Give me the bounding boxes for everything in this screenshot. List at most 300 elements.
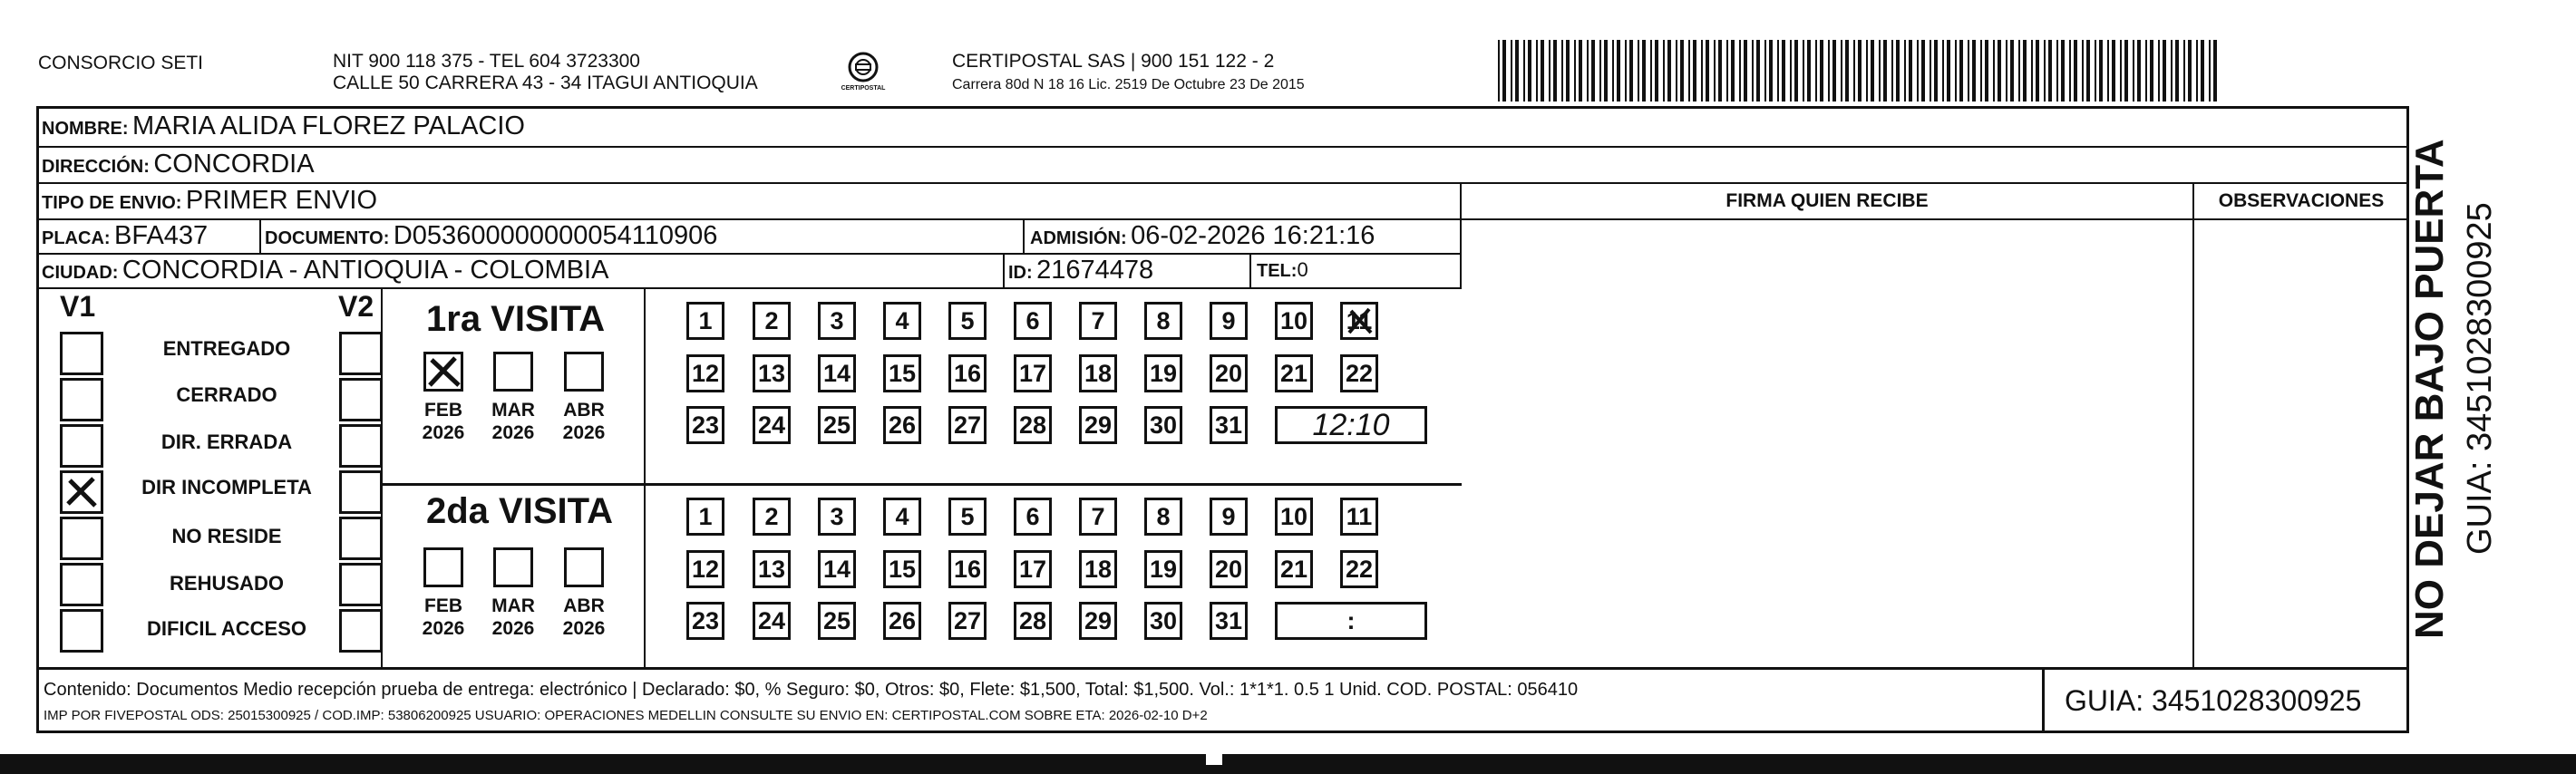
first-visit-time-box[interactable] bbox=[1275, 406, 1427, 444]
month-name: ABR bbox=[563, 595, 605, 616]
ciudad-value: CONCORDIA - ANTIOQUIA - COLOMBIA bbox=[122, 256, 609, 285]
barcode-bar bbox=[1549, 40, 1550, 102]
barcode-bar bbox=[1693, 40, 1696, 102]
second-visit-day-box[interactable] bbox=[686, 498, 724, 536]
firma-header-label: FIRMA QUIEN RECIBE bbox=[1725, 190, 1929, 211]
day-number: 29 bbox=[1084, 607, 1113, 634]
barcode-bar bbox=[1523, 40, 1525, 102]
day-number: 27 bbox=[953, 607, 982, 634]
barcode-bar bbox=[2175, 40, 2179, 102]
first-visit-day-box[interactable] bbox=[1210, 406, 1248, 444]
second-visit-day-box[interactable] bbox=[1210, 498, 1248, 536]
barcode-bar bbox=[2082, 40, 2084, 102]
barcode-bar bbox=[1896, 40, 1900, 102]
ciudad-label: CIUDAD: bbox=[42, 263, 119, 283]
second-visit-day-box[interactable] bbox=[1144, 550, 1182, 588]
day-number: 4 bbox=[895, 307, 909, 334]
day-number: 17 bbox=[1018, 360, 1047, 387]
status-v1-checkbox[interactable] bbox=[60, 378, 103, 421]
firma-header bbox=[1462, 184, 2194, 220]
day-number: 23 bbox=[691, 607, 720, 634]
month-name: FEB bbox=[424, 595, 462, 616]
day-number: 6 bbox=[1026, 307, 1040, 334]
status-v2-checkbox[interactable] bbox=[339, 424, 383, 468]
barcode-bar bbox=[1655, 40, 1658, 102]
status-label: REHUSADO bbox=[170, 572, 284, 595]
day-number: 30 bbox=[1149, 411, 1178, 439]
barcode-bar bbox=[2018, 40, 2020, 102]
day-number: 24 bbox=[757, 607, 786, 634]
first-visit-day-box[interactable] bbox=[948, 302, 987, 340]
barcode-bar bbox=[1930, 40, 1931, 102]
first-visit-day-box[interactable] bbox=[1340, 354, 1378, 392]
first-visit-day-box[interactable] bbox=[883, 302, 921, 340]
day-number: 30 bbox=[1149, 607, 1178, 634]
day-number: 31 bbox=[1214, 411, 1243, 439]
second-visit-day-box[interactable] bbox=[1079, 602, 1117, 640]
barcode-bar bbox=[2036, 40, 2039, 102]
barcode-bar bbox=[1617, 40, 1620, 102]
second-visit-day-box[interactable] bbox=[1079, 550, 1117, 588]
second-visit-day-box[interactable] bbox=[753, 550, 791, 588]
status-v1-checkbox[interactable] bbox=[60, 517, 103, 560]
barcode-bar bbox=[1828, 40, 1830, 102]
day-number: 28 bbox=[1018, 411, 1047, 439]
id-cell bbox=[1005, 255, 1251, 289]
barcode-bar bbox=[1815, 40, 1817, 102]
first-visit-month-checkbox[interactable] bbox=[564, 352, 604, 392]
barcode-bar bbox=[1769, 40, 1773, 102]
day-number: 14 bbox=[822, 360, 851, 387]
barcode-bar bbox=[1625, 40, 1627, 102]
row-tipo bbox=[38, 184, 1462, 220]
placa-label: PLACA: bbox=[42, 228, 111, 248]
first-visit-day-box[interactable] bbox=[1275, 302, 1313, 340]
day-number: 6 bbox=[1026, 503, 1040, 530]
barcode-bar bbox=[1790, 40, 1792, 102]
second-visit-day-box[interactable] bbox=[818, 498, 856, 536]
company-nit: NIT 900 118 375 - TEL 604 3723300 bbox=[333, 51, 640, 72]
company-name: CONSORCIO SETI bbox=[38, 53, 204, 73]
day-number: 16 bbox=[953, 360, 982, 387]
barcode-bar bbox=[1985, 40, 1988, 102]
v1-label: V1 bbox=[60, 290, 96, 323]
bottom-edge-gap bbox=[1206, 754, 1222, 765]
barcode-bar bbox=[2124, 40, 2128, 102]
barcode-bar bbox=[2183, 40, 2185, 102]
barcode-bar bbox=[1782, 40, 1785, 102]
barcode-bar bbox=[1515, 40, 1519, 102]
barcode-bar bbox=[2031, 40, 2033, 102]
barcode-bar bbox=[2150, 40, 2153, 102]
second-visit-day-box[interactable] bbox=[1340, 550, 1378, 588]
logo-icon bbox=[836, 45, 890, 100]
observaciones-header bbox=[2194, 184, 2408, 220]
observaciones-area[interactable] bbox=[2194, 220, 2408, 667]
second-visit-title: 2da VISITA bbox=[426, 491, 613, 531]
first-visit-day-box[interactable] bbox=[686, 302, 724, 340]
barcode-bar bbox=[1638, 40, 1639, 102]
barcode-bar bbox=[2158, 40, 2160, 102]
barcode-bar bbox=[1587, 40, 1589, 102]
day-number: 14 bbox=[822, 556, 851, 583]
day-number: 26 bbox=[888, 411, 917, 439]
firma-area[interactable] bbox=[1462, 220, 2194, 667]
barcode-bar bbox=[1566, 40, 1570, 102]
second-visit-time-box[interactable] bbox=[1275, 602, 1427, 640]
footer-line-1: Contenido: Documentos Medio recepción prueba de entrega: electrónico | Declarado: $0, % Seguro: $0, Otros: $0, Flete: $1,500, Total: $1,500. Vol.: 1*1*1. 0.5 1 Unid. COD. POSTAL: 056410 bbox=[44, 680, 1579, 700]
barcode-bar bbox=[1904, 40, 1906, 102]
tipo-label: TIPO DE ENVIO: bbox=[42, 193, 182, 213]
first-visit-day-box[interactable] bbox=[1144, 354, 1182, 392]
barcode-bar bbox=[1959, 40, 1963, 102]
barcode-bar bbox=[1853, 40, 1855, 102]
barcode-bar bbox=[1541, 40, 1544, 102]
barcode-bar bbox=[1752, 40, 1754, 102]
barcode-bar bbox=[1579, 40, 1582, 102]
second-visit-day-box[interactable] bbox=[1144, 498, 1182, 536]
day-number: 3 bbox=[830, 503, 844, 530]
barcode-bar bbox=[1718, 40, 1722, 102]
barcode-bar bbox=[1688, 40, 1690, 102]
barcode-bar bbox=[1498, 40, 1500, 102]
barcode-bar bbox=[1612, 40, 1614, 102]
second-visit-day-box[interactable] bbox=[1340, 498, 1378, 536]
first-visit-day-box[interactable] bbox=[1014, 406, 1052, 444]
bottom-edge bbox=[0, 754, 2576, 774]
footer-guia: GUIA: 3451028300925 bbox=[2065, 684, 2362, 717]
ciudad-cell bbox=[38, 255, 1005, 289]
observaciones-header-label: OBSERVACIONES bbox=[2218, 190, 2385, 211]
admision-value: 06-02-2026 16:21:16 bbox=[1131, 221, 1375, 250]
barcode-bar bbox=[2095, 40, 2096, 102]
barcode-bar bbox=[1807, 40, 1811, 102]
second-visit-day-box[interactable] bbox=[686, 602, 724, 640]
tel-value: 0 bbox=[1297, 258, 1308, 281]
barcode-bar bbox=[2023, 40, 2027, 102]
time-value: 12:10 bbox=[1312, 408, 1390, 442]
second-visit-month-label bbox=[555, 595, 613, 640]
day-number: 24 bbox=[757, 411, 786, 439]
month-year: 2026 bbox=[562, 422, 606, 443]
id-value: 21674478 bbox=[1036, 256, 1154, 285]
barcode-bar bbox=[2107, 40, 2109, 102]
second-visit-month-checkbox[interactable] bbox=[493, 547, 533, 587]
barcode-bar bbox=[1650, 40, 1652, 102]
v2-label: V2 bbox=[338, 290, 374, 323]
barcode-bar bbox=[1528, 40, 1531, 102]
admision-cell bbox=[1025, 220, 1462, 255]
status-v2-checkbox[interactable] bbox=[339, 332, 383, 375]
first-visit-day-box[interactable] bbox=[1079, 302, 1117, 340]
day-number: 21 bbox=[1279, 556, 1308, 583]
first-visit-day-box[interactable] bbox=[818, 354, 856, 392]
barcode-bar bbox=[1921, 40, 1925, 102]
footer-line-2: IMP POR FIVEPOSTAL ODS: 25015300925 / COD.IMP: 53806200925 USUARIO: OPERACIONES MEDELLIN CONSULTE SU ENVIO EN: CERTIPOSTAL.COM SOBRE ETA: 2026-02-10 D+2 bbox=[44, 708, 1208, 723]
day-number: 21 bbox=[1279, 360, 1308, 387]
barcode-bar bbox=[2196, 40, 2198, 102]
status-v1-checkbox[interactable] bbox=[60, 332, 103, 375]
barcode-bar bbox=[1764, 40, 1766, 102]
month-name: MAR bbox=[491, 595, 535, 616]
day-number: 18 bbox=[1084, 556, 1113, 583]
day-number: 29 bbox=[1084, 411, 1113, 439]
barcode-bar bbox=[1731, 40, 1735, 102]
status-v2-checkbox[interactable] bbox=[339, 563, 383, 606]
first-visit-day-box[interactable] bbox=[1014, 354, 1052, 392]
barcode-bar bbox=[2112, 40, 2115, 102]
status-v2-checkbox[interactable] bbox=[339, 517, 383, 560]
carrier-name: CERTIPOSTAL SAS | 900 151 122 - 2 bbox=[952, 51, 1275, 72]
barcode-bar bbox=[1832, 40, 1836, 102]
first-visit-day-box[interactable] bbox=[753, 354, 791, 392]
day-number: 19 bbox=[1149, 556, 1178, 583]
id-label: ID: bbox=[1008, 263, 1033, 283]
row-direccion bbox=[38, 148, 2408, 184]
barcode-bar bbox=[2188, 40, 2192, 102]
barcode bbox=[1498, 40, 2223, 102]
first-visit-day-box[interactable] bbox=[818, 302, 856, 340]
first-visit-day-box[interactable] bbox=[1275, 354, 1313, 392]
month-year: 2026 bbox=[422, 422, 465, 443]
barcode-bar bbox=[1706, 40, 1709, 102]
second-visit-month-checkbox[interactable] bbox=[564, 547, 604, 587]
first-visit-day-box[interactable] bbox=[818, 406, 856, 444]
barcode-bar bbox=[1942, 40, 1944, 102]
first-visit-day-box[interactable] bbox=[1014, 302, 1052, 340]
first-visit-month-label bbox=[555, 399, 613, 444]
first-visit-day-box[interactable] bbox=[1144, 406, 1182, 444]
second-visit-day-box[interactable] bbox=[1210, 602, 1248, 640]
second-visit-day-box[interactable] bbox=[753, 498, 791, 536]
day-number: 20 bbox=[1214, 360, 1243, 387]
first-visit-day-box[interactable] bbox=[1144, 302, 1182, 340]
side-guia: GUIA: 3451028300925 bbox=[2461, 202, 2499, 555]
first-visit-day-box[interactable] bbox=[753, 406, 791, 444]
barcode-bar bbox=[2209, 40, 2211, 102]
day-number: 26 bbox=[888, 607, 917, 634]
second-visit-day-box[interactable] bbox=[883, 498, 921, 536]
second-visit-month-label bbox=[484, 595, 542, 640]
status-label: DIFICIL ACCESO bbox=[146, 617, 306, 640]
status-v1-checkbox[interactable] bbox=[60, 424, 103, 468]
day-number: 8 bbox=[1156, 307, 1171, 334]
second-visit-day-box[interactable] bbox=[948, 550, 987, 588]
barcode-bar bbox=[1972, 40, 1976, 102]
barcode-bar bbox=[1726, 40, 1728, 102]
month-name: FEB bbox=[424, 400, 462, 421]
barcode-bar bbox=[2006, 40, 2007, 102]
day-number: 5 bbox=[960, 307, 975, 334]
barcode-bar bbox=[1591, 40, 1595, 102]
carrier-address: Carrera 80d N 18 16 Lic. 2519 De Octubre 23 De 2015 bbox=[952, 77, 1305, 92]
day-number: 31 bbox=[1214, 607, 1243, 634]
barcode-bar bbox=[1680, 40, 1684, 102]
first-visit-day-box[interactable] bbox=[948, 406, 987, 444]
day-number: 1 bbox=[698, 307, 713, 334]
second-visit-day-box[interactable] bbox=[948, 498, 987, 536]
first-visit-day-box[interactable] bbox=[1079, 354, 1117, 392]
barcode-bar bbox=[1629, 40, 1633, 102]
barcode-bar bbox=[2056, 40, 2058, 102]
status-v1-checkbox[interactable] bbox=[60, 609, 103, 653]
barcode-bar bbox=[2048, 40, 2052, 102]
tipo-value: PRIMER ENVIO bbox=[185, 186, 378, 215]
barcode-bar bbox=[1553, 40, 1557, 102]
day-number: 1 bbox=[698, 503, 713, 530]
barcode-bar bbox=[1794, 40, 1798, 102]
barcode-bar bbox=[1642, 40, 1646, 102]
barcode-bar bbox=[1866, 40, 1868, 102]
day-number: 22 bbox=[1345, 360, 1374, 387]
barcode-bar bbox=[1574, 40, 1576, 102]
first-visit-month-checkbox[interactable] bbox=[423, 352, 463, 392]
documento-cell bbox=[261, 220, 1025, 255]
day-number: 9 bbox=[1221, 503, 1236, 530]
second-visit-day-box[interactable] bbox=[883, 602, 921, 640]
barcode-bar bbox=[1947, 40, 1950, 102]
day-number: 23 bbox=[691, 411, 720, 439]
barcode-bar bbox=[2137, 40, 2141, 102]
first-visit-day-box[interactable] bbox=[686, 354, 724, 392]
barcode-bar bbox=[2163, 40, 2166, 102]
barcode-bar bbox=[1604, 40, 1608, 102]
day-number: 22 bbox=[1345, 556, 1374, 583]
barcode-bar bbox=[2010, 40, 2014, 102]
barcode-bar bbox=[1561, 40, 1563, 102]
day-number: 12 bbox=[691, 556, 720, 583]
day-number: 7 bbox=[1091, 307, 1105, 334]
day-number: 16 bbox=[953, 556, 982, 583]
barcode-bar bbox=[2120, 40, 2122, 102]
second-visit-day-box[interactable] bbox=[1275, 550, 1313, 588]
direccion-value: CONCORDIA bbox=[153, 150, 315, 179]
first-visit-day-box[interactable] bbox=[948, 354, 987, 392]
barcode-bar bbox=[2171, 40, 2173, 102]
barcode-bar bbox=[1879, 40, 1881, 102]
status-v2-checkbox[interactable] bbox=[339, 470, 383, 514]
checkmark-icon bbox=[426, 354, 461, 389]
barcode-bar bbox=[2061, 40, 2065, 102]
second-visit-month-checkbox[interactable] bbox=[423, 547, 463, 587]
nombre-value: MARIA ALIDA FLOREZ PALACIO bbox=[132, 111, 525, 140]
direccion-label: DIRECCIÓN: bbox=[42, 157, 150, 177]
day-number: 12 bbox=[691, 360, 720, 387]
month-year: 2026 bbox=[562, 618, 606, 639]
status-v1-checkbox[interactable] bbox=[60, 470, 103, 514]
barcode-bar bbox=[1934, 40, 1938, 102]
second-visit-day-box[interactable] bbox=[1014, 550, 1052, 588]
barcode-bar bbox=[1739, 40, 1741, 102]
barcode-bar bbox=[1599, 40, 1601, 102]
status-label: ENTREGADO bbox=[162, 337, 291, 360]
day-number: 20 bbox=[1214, 556, 1243, 583]
day-number: 27 bbox=[953, 411, 982, 439]
side-warning: NO DEJAR BAJO PUERTA bbox=[2407, 139, 2452, 639]
second-visit-day-box[interactable] bbox=[1014, 602, 1052, 640]
first-visit-month-label bbox=[484, 399, 542, 444]
second-visit-day-box[interactable] bbox=[753, 602, 791, 640]
first-visit-title: 1ra VISITA bbox=[426, 299, 606, 339]
barcode-bar bbox=[1968, 40, 1969, 102]
barcode-bar bbox=[2099, 40, 2103, 102]
documento-value: D053600000000054110906 bbox=[393, 221, 718, 250]
barcode-bar bbox=[1980, 40, 1982, 102]
day-number: 18 bbox=[1084, 360, 1113, 387]
barcode-bar bbox=[1803, 40, 1804, 102]
status-v2-checkbox[interactable] bbox=[339, 378, 383, 421]
second-visit-day-box[interactable] bbox=[818, 550, 856, 588]
barcode-bar bbox=[1744, 40, 1747, 102]
barcode-bar bbox=[1663, 40, 1665, 102]
day-number: 11 bbox=[1346, 503, 1373, 530]
day-number: 25 bbox=[822, 607, 851, 634]
day-number: 15 bbox=[888, 360, 917, 387]
status-label: DIR. ERRADA bbox=[160, 431, 293, 453]
placa-cell bbox=[38, 220, 261, 255]
day-number: 19 bbox=[1149, 360, 1178, 387]
second-visit-day-box[interactable] bbox=[883, 550, 921, 588]
second-visit-day-box[interactable] bbox=[1144, 602, 1182, 640]
day-number: 17 bbox=[1018, 556, 1047, 583]
placa-value: BFA437 bbox=[114, 221, 209, 250]
first-visit-day-box[interactable] bbox=[883, 354, 921, 392]
day-number: 25 bbox=[822, 411, 851, 439]
day-number: 8 bbox=[1156, 503, 1171, 530]
first-visit-day-box[interactable] bbox=[1340, 302, 1378, 340]
second-visit-day-box[interactable] bbox=[1079, 498, 1117, 536]
barcode-bar bbox=[2213, 40, 2217, 102]
second-visit-day-box[interactable] bbox=[948, 602, 987, 640]
second-visit-day-box[interactable] bbox=[818, 602, 856, 640]
day-number: 2 bbox=[764, 503, 779, 530]
status-v1-checkbox[interactable] bbox=[60, 563, 103, 606]
barcode-bar bbox=[1841, 40, 1842, 102]
first-visit-day-box[interactable] bbox=[883, 406, 921, 444]
barcode-bar bbox=[2133, 40, 2134, 102]
status-v2-checkbox[interactable] bbox=[339, 609, 383, 653]
day-number: 9 bbox=[1221, 307, 1236, 334]
second-visit-day-box[interactable] bbox=[1014, 498, 1052, 536]
first-visit-day-box[interactable] bbox=[686, 406, 724, 444]
first-visit-month-checkbox[interactable] bbox=[493, 352, 533, 392]
certipostal-logo bbox=[836, 45, 890, 100]
first-visit-day-box[interactable] bbox=[753, 302, 791, 340]
barcode-bar bbox=[1502, 40, 1506, 102]
logo-text: CERTIPOSTAL bbox=[841, 85, 886, 92]
day-number: 3 bbox=[830, 307, 844, 334]
day-number: 7 bbox=[1091, 503, 1105, 530]
second-visit-day-box[interactable] bbox=[1275, 498, 1313, 536]
first-visit-day-box[interactable] bbox=[1210, 354, 1248, 392]
day-number: 28 bbox=[1018, 607, 1047, 634]
second-visit-day-box[interactable] bbox=[1210, 550, 1248, 588]
tel-label: TEL: bbox=[1257, 261, 1298, 281]
documento-label: DOCUMENTO: bbox=[265, 228, 390, 248]
barcode-bar bbox=[2044, 40, 2046, 102]
month-year: 2026 bbox=[491, 618, 535, 639]
day-number: 13 bbox=[757, 360, 786, 387]
row-nombre bbox=[38, 108, 2408, 148]
barcode-bar bbox=[1676, 40, 1677, 102]
first-visit-day-box[interactable] bbox=[1079, 406, 1117, 444]
first-visit-day-box[interactable] bbox=[1210, 302, 1248, 340]
barcode-bar bbox=[1777, 40, 1779, 102]
second-visit-day-box[interactable] bbox=[686, 550, 724, 588]
barcode-bar bbox=[2074, 40, 2077, 102]
barcode-bar bbox=[1883, 40, 1887, 102]
months-divider bbox=[644, 289, 646, 667]
